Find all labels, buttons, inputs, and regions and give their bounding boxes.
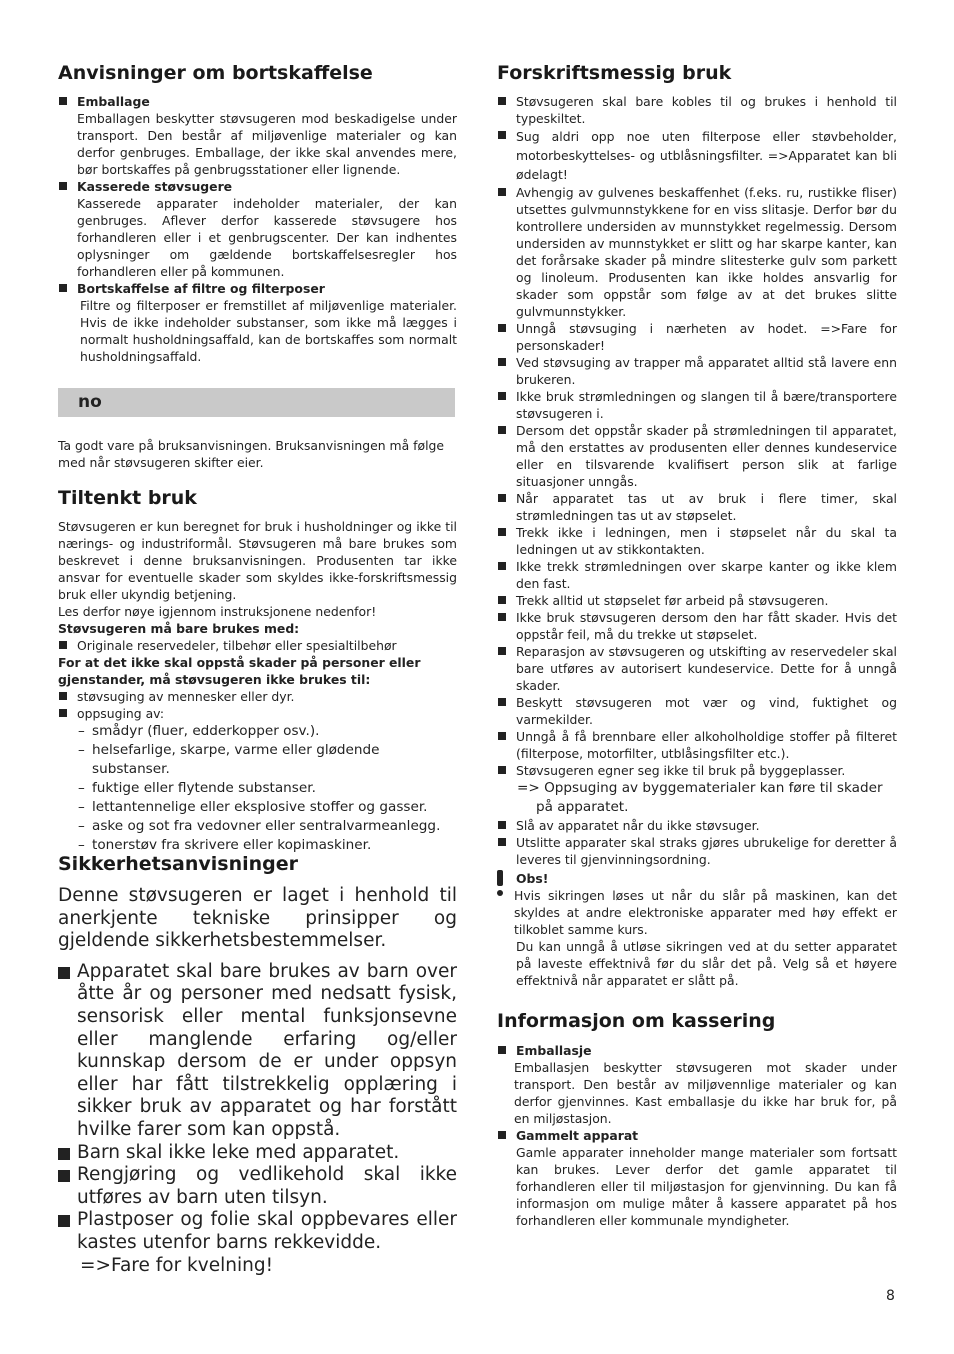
item-heading: Bortskaffelse af filtre og filterposer — [77, 281, 325, 296]
section-title-forskrift: Forskriftsmessig bruk — [497, 62, 732, 84]
tiltenkt-body — [58, 518, 457, 855]
dash-item: – tonerstøv fra skrivere eller kopimaskiner. — [58, 836, 457, 855]
item-text: Ikke bruk støvsugeren dersom den har fått skader. Hvis det oppstår feil, må du trekke ut støpselet. — [516, 610, 897, 642]
list-item — [497, 1042, 897, 1127]
bullet-square-icon — [498, 392, 506, 400]
bullet-square-icon — [58, 967, 70, 979]
bullet-square-icon — [498, 562, 506, 570]
warning-line: =>Fare for kvelning! — [80, 1254, 273, 1276]
list-item — [58, 961, 457, 1142]
item-text: Avhengig av gulvenes beskaffenhet (f.eks. ru, rustikke fliser) utsettes gulvmunnstykkene for en viss slitasje. Derfor bør du kontrollere undersiden av munnstykket regelmessig. Dersom undersiden av munnstykket er slitt og har skarpe kanter, kan det forårsake skader på mindre slitesterke gulv som parkett og linoleum. Produsenten kan ikke holdes ansvarlig for skader som oppstår som følge av at det brukes slitte gulvmunnstykker. — [516, 185, 897, 319]
list-item — [58, 280, 457, 365]
list-item — [497, 558, 897, 592]
bullet-square-icon — [498, 821, 506, 829]
bullet-square-icon — [498, 732, 506, 740]
list-item — [58, 93, 457, 178]
bullet-square-icon — [498, 613, 506, 621]
bullet-square-icon — [498, 358, 506, 366]
list-item — [497, 728, 897, 762]
list-item — [497, 643, 897, 694]
arrow-note: på apparatet. — [536, 799, 629, 815]
item-text: Reparasjon av støvsugeren og utskifting av reservedeler skal bare utføres av autorisert kundeservice. Dette for å unngå skader. — [516, 644, 897, 693]
bullet-square-icon — [498, 426, 506, 434]
dash-item: – fuktige eller flytende substanser. — [58, 779, 457, 798]
item-text: Slå av apparatet når du ikke støvsuger. — [516, 818, 760, 833]
item-text: Støvsugeren skal bare kobles til og brukes i henhold til typeskiltet. — [516, 94, 897, 126]
list-item — [497, 354, 897, 388]
item-heading: Kasserede støvsugere — [77, 179, 233, 194]
item-text: Originale reservedeler, tilbehør eller spesialtilbehør — [77, 638, 397, 653]
item-text: Sug aldri opp noe uten filterpose eller støvbeholder, motorbeskyttelses- og utblåsningsfilter. =>Apparatet kan bli ødelagt! — [516, 129, 897, 182]
bullet-square-icon — [498, 647, 506, 655]
item-text: Ikke bruk strømledningen og slangen til å bære/transportere støvsugeren i. — [516, 389, 897, 421]
list-item — [497, 184, 897, 320]
item-text: Apparatet skal bare brukes av barn over åtte år og personer med nedsatt fysisk, sensorisk eller mental funksjonsevne eller manglende erfaring og/eller kunnskap dersom de er under oppsyn eller har fått tilstrekkelig opplæring i sikker bruk av apparatet og har forstått hvilke farer som kan oppstå. — [77, 960, 457, 1140]
bullet-square-icon — [59, 97, 67, 105]
item-heading: Emballasje — [516, 1043, 592, 1058]
list-item — [497, 388, 897, 422]
item-text: Rengjøring og vedlikehold skal ikke utføres av barn uten tilsyn. — [77, 1164, 457, 1208]
section-title-bortskaffelse: Anvisninger om bortskaffelse — [58, 62, 373, 84]
item-heading: Gammelt apparat — [516, 1128, 639, 1143]
bullet-square-icon — [498, 494, 506, 502]
item-text: Emballagen beskytter støvsugeren mod beskadigelse under transport. Den består af miljøvenlige materialer og kan derfor genbruges. Emballage, der ikke skal anvendes mere, bør bortskaffes på genbrugsstationer eller lignende. — [77, 111, 457, 177]
sikkerhet-body — [58, 885, 457, 1277]
list-item — [58, 637, 457, 654]
intro-text: Ta godt vare på bruksanvisningen. Bruksanvisningen må følge med når støvsugeren skifter eier. — [58, 438, 445, 470]
list-item — [58, 1209, 457, 1254]
item-text: Unngå støvsuging i nærheten av hodet. =>Fare for personskader! — [516, 321, 897, 353]
list-item — [497, 609, 897, 643]
list-item — [497, 834, 897, 868]
bortskaffelse-list — [58, 93, 457, 365]
bullet-square-icon — [58, 1148, 70, 1160]
list-item — [497, 93, 897, 127]
list-item — [58, 1164, 457, 1209]
bullet-square-icon — [59, 692, 67, 700]
item-text: Dersom det oppstår skader på strømledningen til apparatet, må den erstattes av produsenten eller dennes kundeservice eller en tilsvarende kvalifisert person slik at farlige situasjoner unngås. — [516, 423, 897, 489]
item-text: Plastposer og folie skal oppbevares eller kastes utenfor barns rekkevidde. — [77, 1209, 457, 1253]
bullet-square-icon — [498, 324, 506, 332]
bullet-square-icon — [498, 838, 506, 846]
list-item — [58, 178, 457, 280]
dash-item: – aske og sot fra vedovner eller sentralvarmeanlegg. — [58, 817, 457, 836]
list-item — [497, 320, 897, 354]
list-item — [58, 1142, 457, 1165]
item-text: Beskytt støvsugeren mot vær og vind, fuktighet og varmekilder. — [516, 695, 897, 727]
bullet-square-icon — [498, 97, 506, 105]
item-text: støvsuging av mennesker eller dyr. — [77, 689, 295, 704]
bullet-square-icon — [498, 188, 506, 196]
item-text: Filtre og filterposer er fremstillet af miljøvenlige materialer. Hvis de ikke indeholder substanser, som ikke må lægges i normalt husholdningsaffald, kan de bortskaffes som normalt husholdningsaffald. — [80, 298, 457, 364]
bullet-square-icon — [59, 641, 67, 649]
item-text: Trekk ikke i ledningen, men i støpselet når du skal ta ledningen ut av stikkontakten. — [516, 525, 897, 557]
bullet-square-icon — [59, 182, 67, 190]
list-item — [497, 817, 897, 834]
obs-text: Hvis sikringen løses ut når du slår på maskinen, kan det skyldes at andre elektroniske apparater med høy effekt er tilkoblet samme kurs. — [514, 888, 897, 937]
bullet-square-icon — [58, 1170, 70, 1182]
bullet-square-icon — [59, 709, 67, 717]
item-text: Emballasjen beskytter støvsugeren mot skader under transport. Den består av miljøvennlige materialer og kan derfor gjenvinnes. Kast emballasje du ikke har bruk for, på en miljøstasjon. — [514, 1060, 897, 1126]
obs-heading: Obs! — [516, 871, 549, 886]
item-text: Gamle apparater inneholder mange materialer som fortsatt kan brukes. Lever derfor det gamle apparatet til forhandleren eller til miljøstasjon for gjenvinning. Du kan få informasjon om mulige måter å kassere apparatet på hos forhandleren eller kommunale myndigheter. — [516, 1145, 897, 1228]
bold-heading: Støvsugeren må bare brukes med: — [58, 621, 300, 636]
paragraph: Denne støvsugeren er laget i henhold til anerkjente tekniske prinsipper og gjeldende sikkerhetsbestemmelser. — [58, 885, 457, 952]
paragraph: Les derfor nøye igjennom instruksjonene nedenfor! — [58, 604, 377, 619]
item-text: Ved støvsuging av trapper må apparatet alltid stå lavere enn brukeren. — [516, 355, 897, 387]
item-text: Når apparatet tas ut av bruk i flere timer, skal strømledningen tas ut av støpselet. — [516, 491, 897, 523]
item-text: Ikke trekk strømledningen over skarpe kanter og ikke klem den fast. — [516, 559, 897, 591]
item-heading: Emballage — [77, 94, 150, 109]
bullet-square-icon — [498, 596, 506, 604]
kassering-list — [497, 1042, 897, 1229]
paragraph: Støvsugeren er kun beregnet for bruk i husholdninger og ikke til nærings- og industriformål. Støvsugeren må bare brukes som beskrevet i denne bruksanvisningen. Produsenten tar ikke ansvar for eventuelle skader som skyldes ikke-forskriftsmessig bruk eller ukyndig betjening. — [58, 519, 457, 602]
forskrift-list — [497, 93, 897, 989]
arrow-note: => Oppsuging av byggematerialer kan føre til skader — [517, 780, 883, 796]
bullet-square-icon — [498, 698, 506, 706]
bullet-square-icon — [498, 1131, 506, 1139]
item-text: Barn skal ikke leke med apparatet. — [77, 1141, 400, 1163]
list-item — [497, 592, 897, 609]
bullet-square-icon — [498, 528, 506, 536]
item-text: Støvsugeren egner seg ikke til bruk på byggeplasser. — [516, 763, 846, 778]
dash-item: – lettantennelige eller eksplosive stoffer og gasser. — [58, 798, 457, 817]
page-number: 8 — [886, 1288, 895, 1304]
list-item — [497, 127, 897, 184]
list-item — [497, 524, 897, 558]
dash-item: – smådyr (fluer, edderkopper osv.). — [58, 722, 457, 741]
bullet-square-icon — [59, 284, 67, 292]
item-text: oppsuging av: — [77, 706, 165, 721]
item-text: Kasserede apparater indeholder materialer, der kan genbruges. Aflever derfor kasserede støvsugere hos forhandleren eller i et genbrugscenter. Der kan indhentes oplysninger om gældende bortskaffelsesregler hos forhandleren eller på kommunen. — [77, 196, 457, 279]
list-item — [497, 1127, 897, 1229]
list-item — [497, 422, 897, 490]
section-title-kassering: Informasjon om kassering — [497, 1010, 776, 1032]
section-title-sikkerhet: Sikkerhetsanvisninger — [58, 853, 298, 875]
bullet-square-icon — [498, 1046, 506, 1054]
obs-text: Du kan unngå å utløse sikringen ved at du setter apparatet på laveste effektnivå før du slår det på. Velg så et høyere effektnivå når apparatet er slått på. — [516, 939, 897, 988]
bullet-square-icon — [498, 766, 506, 774]
list-item — [497, 694, 897, 728]
list-item — [58, 705, 457, 722]
item-text: Trekk alltid ut støpselet før arbeid på støvsugeren. — [516, 593, 829, 608]
bullet-square-icon — [58, 1215, 70, 1227]
section-title-tiltenkt: Tiltenkt bruk — [58, 487, 197, 509]
bullet-square-icon — [498, 131, 506, 139]
list-item — [497, 762, 897, 779]
list-item — [58, 688, 457, 705]
obs-note — [497, 870, 897, 989]
dash-item: – helsefarlige, skarpe, varme eller glødende substanser. — [58, 741, 457, 779]
item-text: Utslitte apparater skal straks gjøres ubrukelige for deretter å leveres til gjenvinningsordning. — [516, 835, 897, 867]
item-text: Unngå å få brennbare eller alkoholholdige stoffer på filteret (filterpose, motorfilter, utblåsingsfilter etc.). — [516, 729, 897, 761]
list-item — [497, 490, 897, 524]
language-bar: no — [58, 388, 455, 417]
bold-heading: For at det ikke skal oppstå skader på personer eller gjenstander, må støvsugeren ikke brukes til: — [58, 655, 421, 687]
